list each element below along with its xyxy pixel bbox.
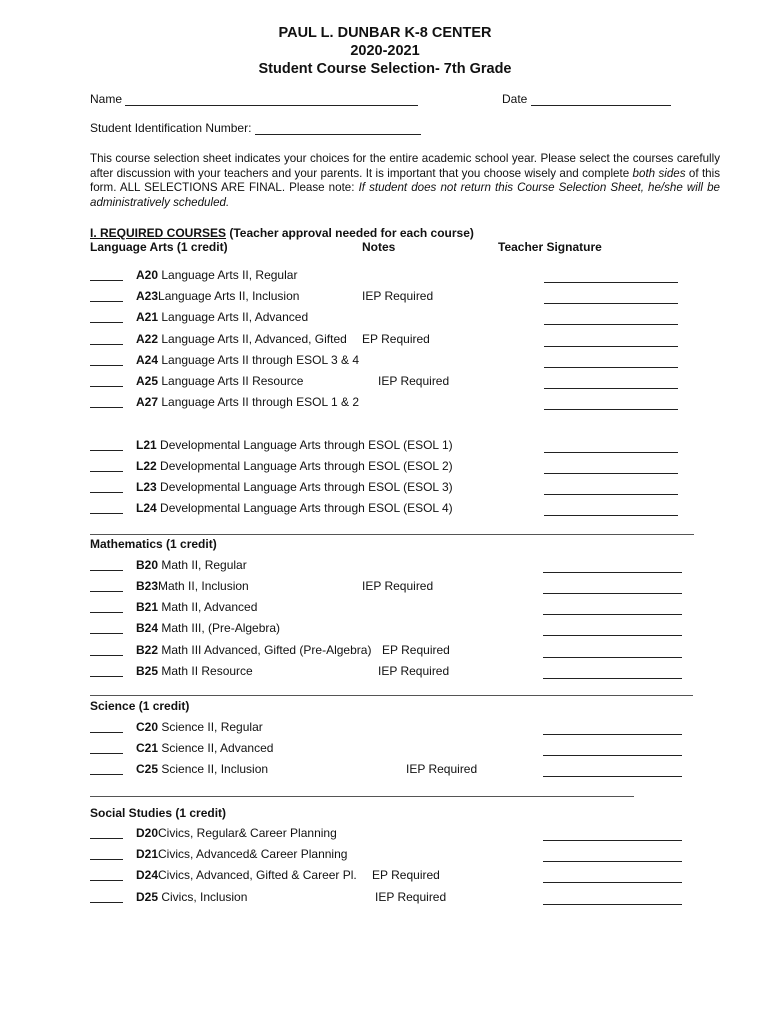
course-note: IEP Required bbox=[378, 664, 450, 678]
course-item bbox=[136, 268, 297, 282]
course-name: Language Arts II, Advanced bbox=[158, 310, 309, 324]
course-select-blank[interactable] bbox=[90, 676, 123, 677]
course-item bbox=[136, 868, 357, 882]
course-item bbox=[136, 438, 453, 452]
teacher-signature-header: Teacher Signature bbox=[498, 240, 602, 254]
course-note: IEP Required bbox=[378, 374, 450, 388]
course-select-blank[interactable] bbox=[90, 880, 123, 881]
student-id-label: Student Identification Number: bbox=[90, 121, 252, 135]
teacher-signature-line[interactable] bbox=[544, 324, 678, 325]
course-select-blank[interactable] bbox=[90, 301, 123, 302]
course-name: Math II, Advanced bbox=[158, 600, 258, 614]
teacher-signature-line[interactable] bbox=[543, 882, 682, 883]
course-select-blank[interactable] bbox=[90, 591, 123, 592]
course-item bbox=[136, 289, 299, 303]
teacher-signature-line[interactable] bbox=[543, 755, 682, 756]
course-note: IEP Required bbox=[406, 762, 478, 776]
teacher-signature-line[interactable] bbox=[544, 409, 678, 410]
course-select-blank[interactable] bbox=[90, 753, 123, 754]
course-name: Language Arts II Resource bbox=[158, 374, 304, 388]
course-select-blank[interactable] bbox=[90, 732, 123, 733]
teacher-signature-line[interactable] bbox=[543, 635, 682, 636]
teacher-signature-line[interactable] bbox=[544, 303, 678, 304]
course-name: Language Arts II through ESOL 1 & 2 bbox=[158, 395, 360, 409]
social-studies-title: Social Studies (1 credit) bbox=[90, 806, 227, 820]
course-code: D25 bbox=[136, 890, 159, 904]
course-code: L24 bbox=[136, 501, 157, 515]
course-item bbox=[136, 741, 273, 755]
instructions-paragraph: This course selection sheet indicates your choices for the entire academic school year. Please select the courses carefully after discussion with your teachers and your parents. It is important that you choose wisely and complete both sides of this form. ALL SELECTIONS ARE FINAL. Please note: If student does not return this Course Selection Sheet, he/she will be administratively scheduled. bbox=[90, 152, 720, 209]
course-code: B21 bbox=[136, 600, 159, 614]
course-item bbox=[136, 826, 337, 840]
course-select-blank[interactable] bbox=[90, 450, 123, 451]
course-code: A23 bbox=[136, 289, 159, 303]
course-item bbox=[136, 558, 247, 572]
student-id-field[interactable] bbox=[255, 134, 421, 135]
course-select-blank[interactable] bbox=[90, 570, 123, 571]
course-code: A25 bbox=[136, 374, 159, 388]
course-select-blank[interactable] bbox=[90, 471, 123, 472]
notes-column-header: Notes bbox=[362, 240, 396, 254]
course-name: Civics, Regular& Career Planning bbox=[158, 826, 337, 840]
course-name: Math II, Inclusion bbox=[158, 579, 249, 593]
date-field[interactable] bbox=[531, 105, 671, 106]
course-code: C25 bbox=[136, 762, 159, 776]
course-name: Language Arts II, Inclusion bbox=[158, 289, 300, 303]
course-item bbox=[136, 579, 249, 593]
course-name: Civics, Advanced& Career Planning bbox=[158, 847, 348, 861]
date-label: Date bbox=[502, 92, 528, 106]
school-name: PAUL L. DUNBAR K-8 CENTER bbox=[278, 25, 492, 41]
course-code: L22 bbox=[136, 459, 157, 473]
course-select-blank[interactable] bbox=[90, 655, 123, 656]
course-name: Science II, Inclusion bbox=[158, 762, 269, 776]
form-title: Student Course Selection- 7th Grade bbox=[258, 61, 512, 77]
course-name: Civics, Advanced, Gifted & Career Pl. bbox=[158, 868, 357, 882]
course-item bbox=[136, 847, 347, 861]
course-code: B24 bbox=[136, 621, 159, 635]
course-item bbox=[136, 621, 280, 635]
teacher-signature-line[interactable] bbox=[543, 593, 682, 594]
section-divider bbox=[90, 695, 693, 696]
course-item bbox=[136, 664, 253, 678]
course-name: Developmental Language Arts through ESOL (ESOL 1) bbox=[156, 438, 453, 452]
required-courses-heading: I. REQUIRED COURSES (Teacher approval needed for each course) bbox=[90, 226, 474, 240]
course-code: D24 bbox=[136, 868, 159, 882]
course-item bbox=[136, 762, 268, 776]
course-item bbox=[136, 353, 359, 367]
course-code: A20 bbox=[136, 268, 159, 282]
course-code: A22 bbox=[136, 332, 159, 346]
course-code: B23 bbox=[136, 579, 159, 593]
mathematics-title: Mathematics (1 credit) bbox=[90, 537, 217, 551]
course-item bbox=[136, 643, 371, 657]
section-divider bbox=[90, 534, 694, 535]
teacher-signature-line[interactable] bbox=[544, 494, 678, 495]
course-item bbox=[136, 310, 308, 324]
course-item bbox=[136, 395, 359, 409]
course-item bbox=[136, 332, 347, 346]
course-select-blank[interactable] bbox=[90, 386, 123, 387]
course-name: Math III Advanced, Gifted (Pre-Algebra) bbox=[158, 643, 372, 657]
course-code: D21 bbox=[136, 847, 159, 861]
course-note: IEP Required bbox=[362, 289, 434, 303]
course-name: Developmental Language Arts through ESOL (ESOL 3) bbox=[156, 480, 453, 494]
name-field[interactable] bbox=[125, 105, 418, 106]
course-name: Math II, Regular bbox=[158, 558, 247, 572]
course-select-blank[interactable] bbox=[90, 280, 123, 281]
teacher-signature-line[interactable] bbox=[544, 473, 678, 474]
course-select-blank[interactable] bbox=[90, 633, 123, 634]
course-item bbox=[136, 890, 247, 904]
teacher-signature-line[interactable] bbox=[543, 840, 682, 841]
course-note: EP Required bbox=[372, 868, 440, 882]
course-code: L23 bbox=[136, 480, 157, 494]
teacher-signature-line[interactable] bbox=[543, 904, 682, 905]
course-code: D20 bbox=[136, 826, 159, 840]
course-item bbox=[136, 374, 303, 388]
teacher-signature-line[interactable] bbox=[544, 515, 678, 516]
course-name: Science II, Regular bbox=[158, 720, 263, 734]
teacher-signature-line[interactable] bbox=[544, 388, 678, 389]
course-select-blank[interactable] bbox=[90, 322, 123, 323]
course-name: Language Arts II through ESOL 3 & 4 bbox=[158, 353, 360, 367]
teacher-signature-line[interactable] bbox=[544, 367, 678, 368]
course-code: C20 bbox=[136, 720, 159, 734]
course-name: Language Arts II, Regular bbox=[158, 268, 298, 282]
course-select-blank[interactable] bbox=[90, 344, 123, 345]
course-select-blank[interactable] bbox=[90, 513, 123, 514]
course-code: B20 bbox=[136, 558, 159, 572]
teacher-signature-line[interactable] bbox=[543, 614, 682, 615]
course-select-blank[interactable] bbox=[90, 859, 123, 860]
course-item bbox=[136, 459, 453, 473]
course-select-blank[interactable] bbox=[90, 774, 123, 775]
course-code: A27 bbox=[136, 395, 159, 409]
course-code: L21 bbox=[136, 438, 157, 452]
course-code: C21 bbox=[136, 741, 159, 755]
name-label: Name bbox=[90, 92, 123, 106]
language-arts-title: Language Arts (1 credit) bbox=[90, 240, 228, 254]
course-select-blank[interactable] bbox=[90, 902, 123, 903]
course-code: B25 bbox=[136, 664, 159, 678]
teacher-signature-line[interactable] bbox=[543, 678, 682, 679]
course-name: Math III, (Pre-Algebra) bbox=[158, 621, 281, 635]
course-name: Civics, Inclusion bbox=[158, 890, 248, 904]
teacher-signature-line[interactable] bbox=[544, 452, 678, 453]
course-note: IEP Required bbox=[375, 890, 447, 904]
course-item bbox=[136, 720, 263, 734]
teacher-signature-line[interactable] bbox=[544, 346, 678, 347]
teacher-signature-line[interactable] bbox=[543, 861, 682, 862]
teacher-signature-line[interactable] bbox=[543, 657, 682, 658]
course-code: A21 bbox=[136, 310, 159, 324]
teacher-signature-line[interactable] bbox=[543, 572, 682, 573]
course-code: B22 bbox=[136, 643, 159, 657]
course-select-blank[interactable] bbox=[90, 492, 123, 493]
course-name: Science II, Advanced bbox=[158, 741, 274, 755]
science-title: Science (1 credit) bbox=[90, 699, 190, 713]
course-select-blank[interactable] bbox=[90, 612, 123, 613]
course-item bbox=[136, 480, 453, 494]
teacher-signature-line[interactable] bbox=[543, 734, 682, 735]
course-name: Developmental Language Arts through ESOL (ESOL 2) bbox=[156, 459, 453, 473]
course-note: EP Required bbox=[382, 643, 450, 657]
course-code: A24 bbox=[136, 353, 159, 367]
teacher-signature-line[interactable] bbox=[543, 776, 682, 777]
course-note: EP Required bbox=[362, 332, 430, 346]
section-divider bbox=[90, 796, 634, 797]
course-select-blank[interactable] bbox=[90, 365, 123, 366]
course-note: IEP Required bbox=[362, 579, 434, 593]
course-name: Language Arts II, Advanced, Gifted bbox=[158, 332, 347, 346]
course-item bbox=[136, 600, 257, 614]
course-select-blank[interactable] bbox=[90, 838, 123, 839]
course-name: Developmental Language Arts through ESOL (ESOL 4) bbox=[156, 501, 453, 515]
course-item bbox=[136, 501, 453, 515]
school-year: 2020-2021 bbox=[350, 43, 420, 59]
teacher-signature-line[interactable] bbox=[544, 282, 678, 283]
course-name: Math II Resource bbox=[158, 664, 253, 678]
course-select-blank[interactable] bbox=[90, 407, 123, 408]
